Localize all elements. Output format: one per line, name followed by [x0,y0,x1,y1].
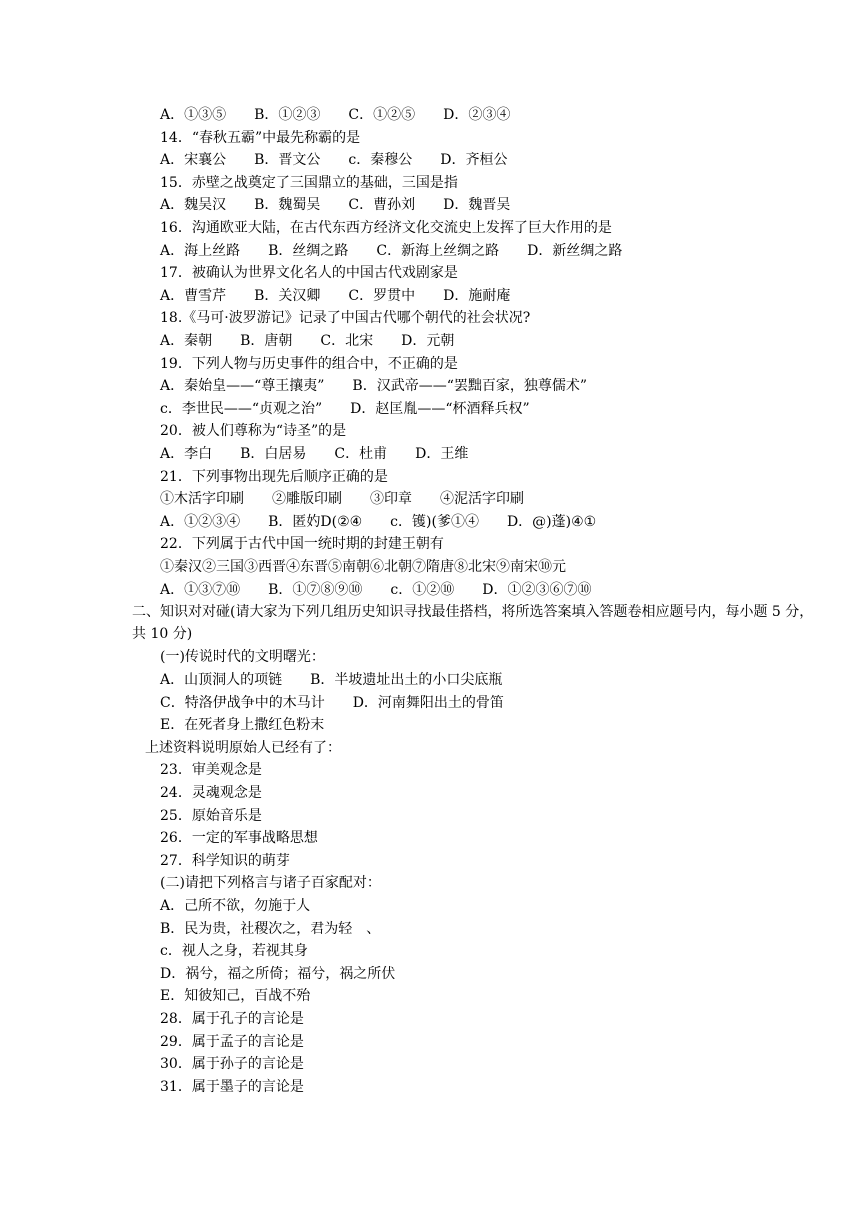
part2-option: B．民为贵，社稷次之，君为轻 、 [160,921,381,937]
q19-options-ab: A．秦始皇——“尊王攘夷” B．汉武帝——“罢黜百家，独尊儒术” [160,378,588,394]
q22-options: A．①③⑦⑩ B．①⑦⑧⑨⑩ c．①②⑩ D．①②③⑥⑦⑩ [160,582,592,598]
q17-stem: 17．被确认为世界文化名人的中国古代戏剧家是 [160,265,458,281]
q21-options: A．①②③④ B．匿妁D(②④ c．镬)(爹①④ D．@)蓬)④① [160,514,597,530]
q20-options: A．李白 B．白居易 C．杜甫 D．王维 [160,446,469,462]
part1-question: 26．一定的军事战略思想 [160,830,318,846]
part2-question: 31．属于墨子的言论是 [160,1079,304,1095]
q14-options: A．宋襄公 B．晋文公 c．秦穆公 D．齐桓公 [160,152,508,168]
q16-stem: 16．沟通欧亚大陆，在古代东西方经济文化交流史上发挥了巨大作用的是 [160,220,612,236]
q20-stem: 20．被人们尊称为“诗圣”的是 [160,423,347,439]
q14-stem: 14．“春秋五霸”中最先称霸的是 [160,130,361,146]
part1-option: E．在死者身上撒红色粉末 [160,717,325,733]
part2-option: c．视人之身，若视其身 [160,943,308,959]
part2-option: E．知彼知己，百战不殆 [160,988,311,1004]
part2-question: 30．属于孙子的言论是 [160,1056,304,1072]
part1-option: A．山顶洞人的项链 B．半坡遗址出土的小口尖底瓶 [160,672,503,688]
q21-items: ①木活字印刷 ②雕版印刷 ③印章 ④泥活字印刷 [160,491,524,507]
part2-option: D．祸兮，福之所倚；福兮，祸之所伏 [160,966,396,982]
part1-question: 25．原始音乐是 [160,808,262,824]
part2-option: A．己所不欲，勿施于人 [160,898,311,914]
q15-stem: 15．赤壁之战奠定了三国鼎立的基础，三国是指 [160,175,458,191]
part1-question: 24．灵魂观念是 [160,785,262,801]
part2-question: 29．属于孟子的言论是 [160,1034,304,1050]
section2-heading: 二、知识对对碰(请大家为下列几组历史知识寻找最佳搭档，将所选答案填入答题卷相应题号内，每小题 5 分，共 10 分) [132,604,814,642]
q21-stem: 21．下列事物出现先后顺序正确的是 [160,469,388,485]
part1-question: 27．科学知识的萌芽 [160,853,290,869]
part1-title: (一)传说时代的文明曙光： [160,649,325,665]
part1-question: 23．审美观念是 [160,762,262,778]
q18-stem: 18.《马可·波罗游记》记录了中国古代哪个朝代的社会状况? [160,310,531,326]
q16-options: A．海上丝路 B．丝绸之路 C．新海上丝绸之路 D．新丝绸之路 [160,243,623,259]
part2-title: (二)请把下列格言与诸子百家配对： [160,875,381,891]
q17-options: A．曹雪芹 B．关汉卿 C．罗贯中 D．施耐庵 [160,288,511,304]
q18-options: A．秦朝 B．唐朝 C．北宋 D．元朝 [160,333,455,349]
part1-option: C．特洛伊战争中的木马计 D．河南舞阳出土的骨笛 [160,695,504,711]
q15-options: A．魏吴汉 B．魏蜀吴 C．曹孙刘 D．魏晋吴 [160,197,511,213]
q19-stem: 19．下列人物与历史事件的组合中，不正确的是 [160,356,458,372]
part1-intro: 上述资料说明原始人已经有了： [145,740,341,756]
q22-items: ①秦汉②三国③西晋④东晋⑤南朝⑥北朝⑦隋唐⑧北宋⑨南宋⑩元 [160,559,566,575]
q22-stem: 22．下列属于古代中国一统时期的封建王朝有 [160,536,444,552]
q19-options-cd: c．李世民——“贞观之治” D．赵匡胤——“杯酒释兵权” [160,401,530,417]
part2-question: 28．属于孔子的言论是 [160,1011,304,1027]
q13-options: A．①③⑤ B．①②③ C．①②⑤ D．②③④ [160,107,511,123]
